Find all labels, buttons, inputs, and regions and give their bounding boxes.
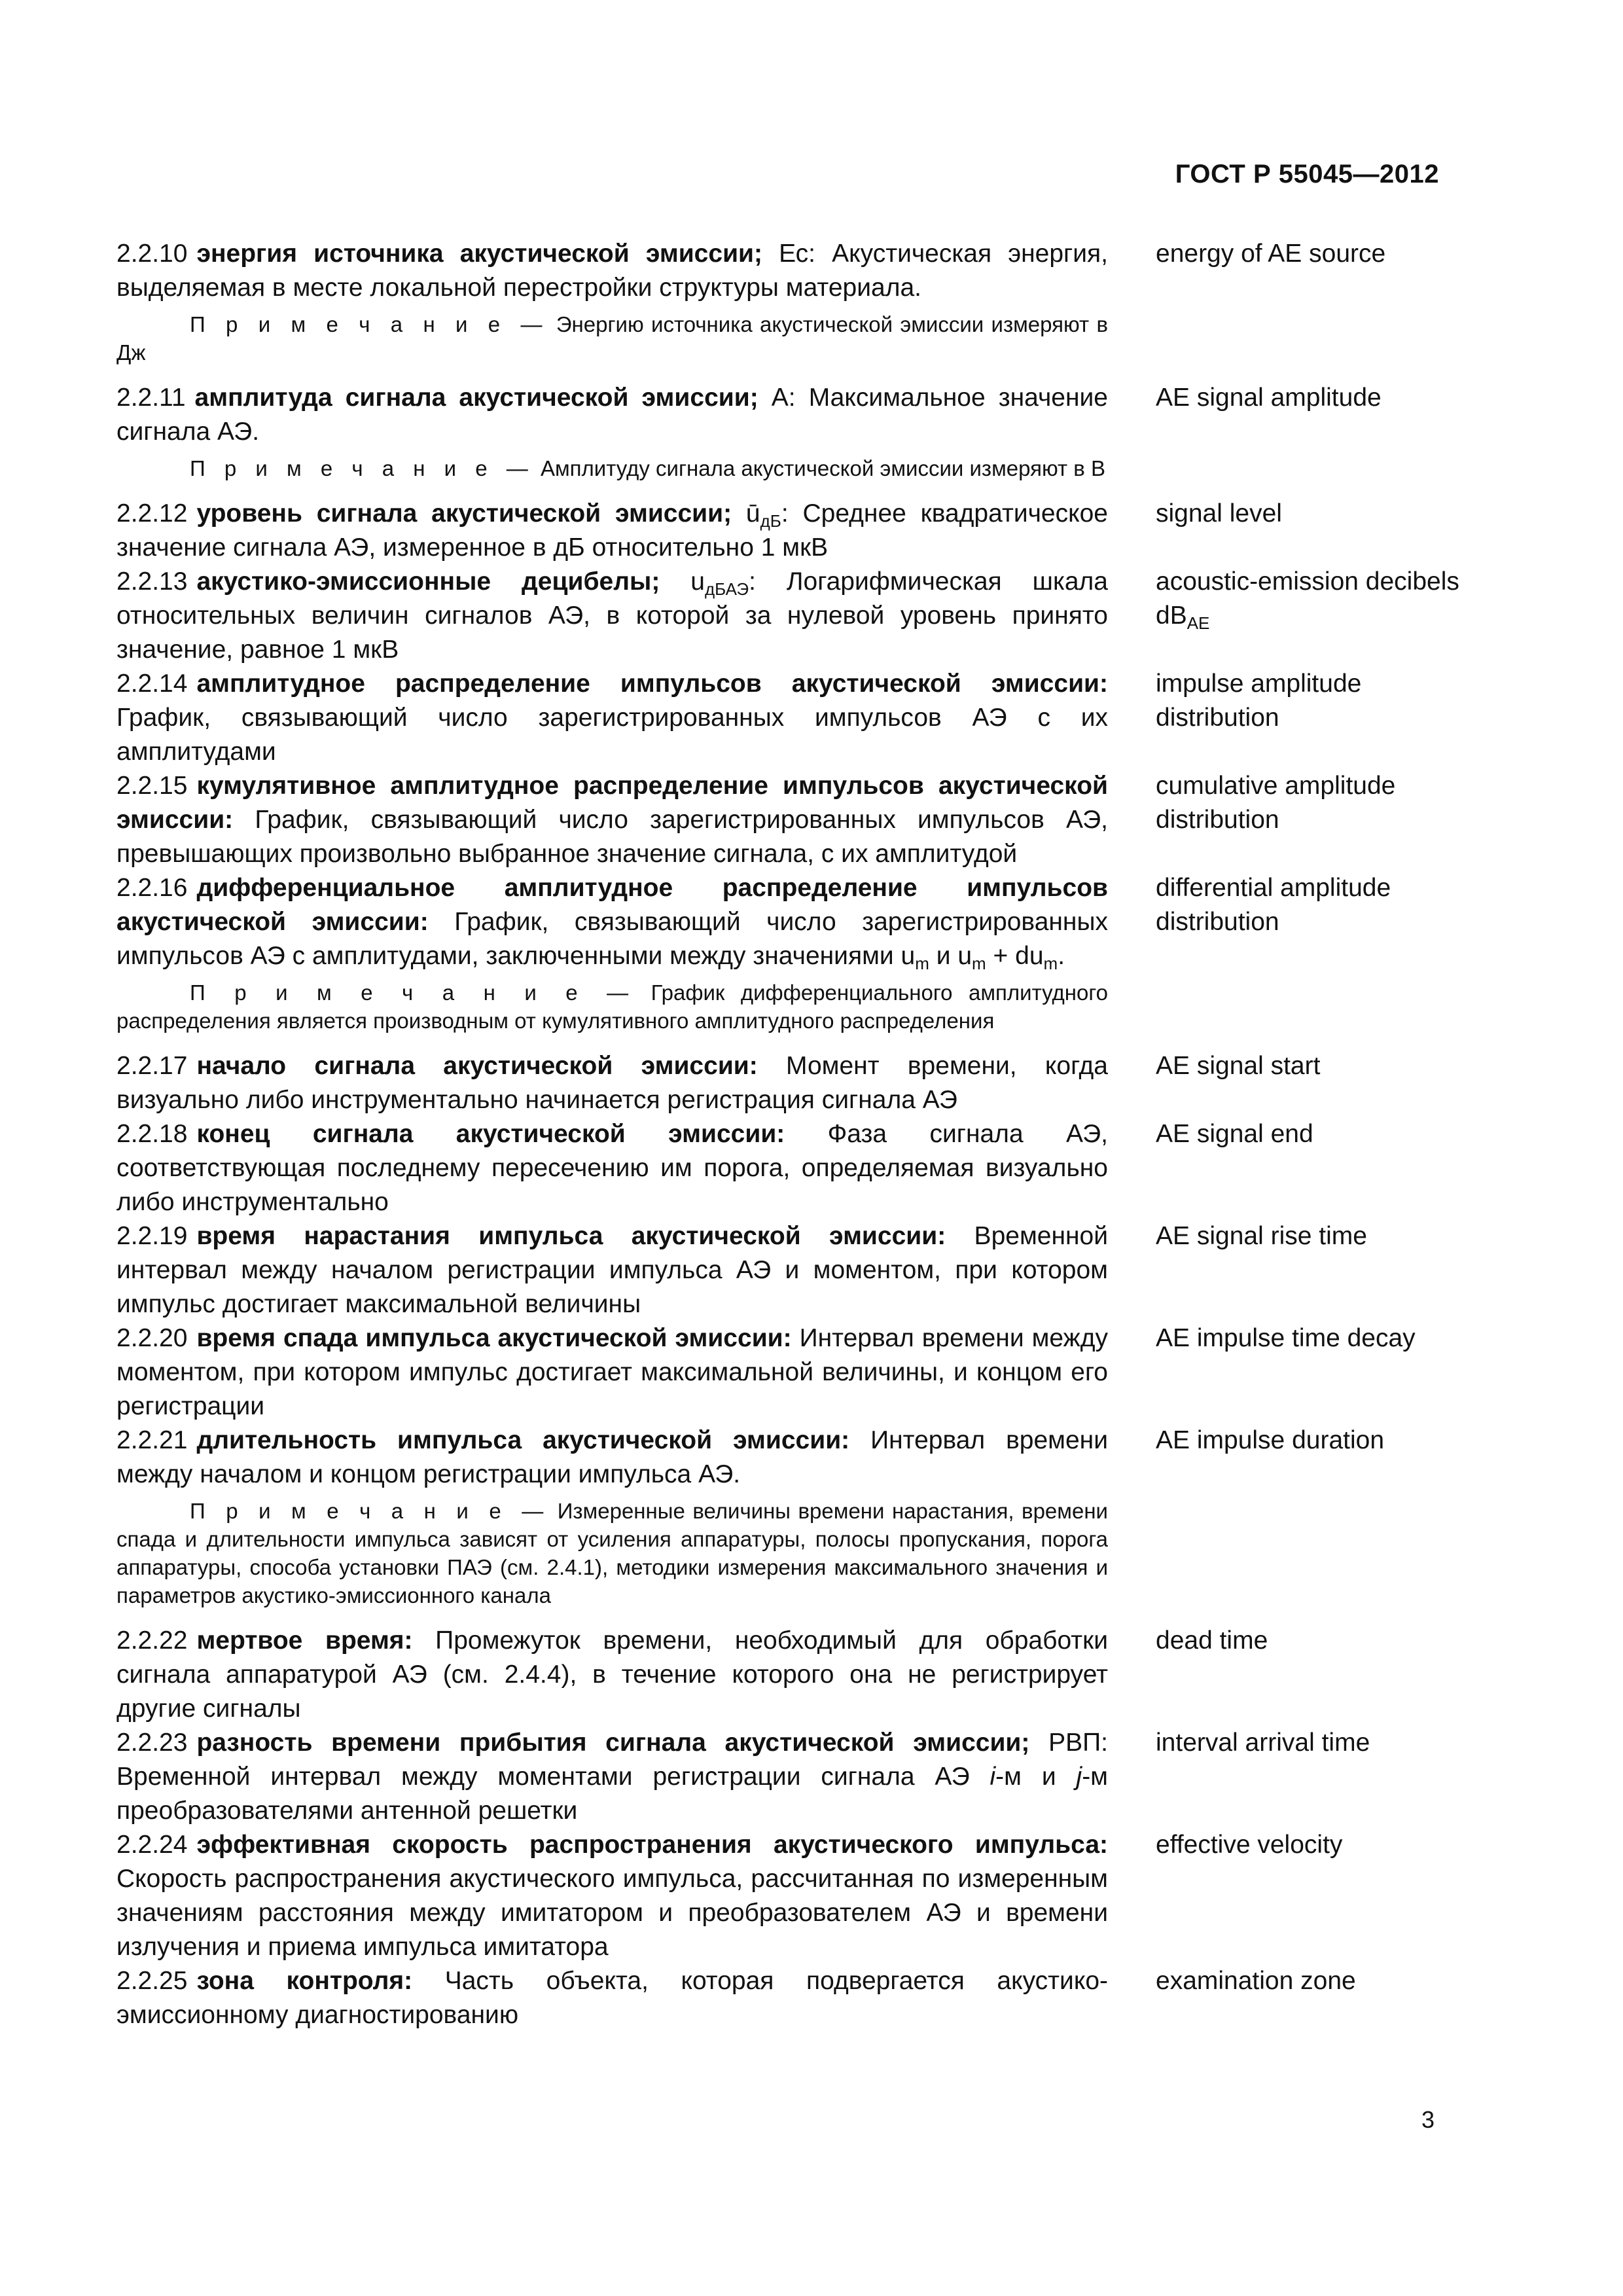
term-row-2-2-16 — [116, 871, 1442, 973]
term-text: -м преобразователями антенной решетки — [116, 1763, 1108, 1825]
note — [116, 1497, 1108, 1609]
term-english — [1156, 565, 1489, 667]
term-name: дифференциальное амплитудное распределение импульсов акустической эмиссии: — [116, 874, 1108, 936]
term-name: кумулятивное амплитудное распределение импульсов акустической эмиссии: — [116, 772, 1108, 834]
term-row-2-2-14 — [116, 667, 1442, 769]
term-text: Момент времени, когда визуально либо инструментально начинается регистрация сигнала АЭ — [116, 1052, 1108, 1114]
term-name: зона контроля: — [196, 1967, 413, 1995]
term-text: Ес: Акустическая энергия, выделяемая в месте локальной перестройки структуры материала. — [116, 240, 1108, 302]
term-text: Интервал времени между началом и концом регистрации импульса АЭ. — [116, 1426, 1109, 1488]
note — [116, 454, 1108, 482]
term-row-2-2-21 — [116, 1424, 1442, 1492]
term-row-2-2-23 — [116, 1726, 1442, 1828]
term-number: 2.2.16 — [116, 874, 188, 902]
standard-header: ГОСТ Р 55045—2012 — [1175, 160, 1439, 188]
term-english: impulse amplitude distribution — [1156, 670, 1362, 732]
term-definition — [116, 1964, 1108, 2032]
term-text: Временной интервал между началом регистрации импульса АЭ и моментом, при котором импульс достигает максимальной величины — [116, 1222, 1108, 1318]
subscript: m — [1043, 954, 1058, 973]
terms-list — [116, 237, 1459, 2032]
term-number: 2.2.13 — [116, 567, 188, 596]
note-label: П р и м е ч а н и е — — [190, 456, 535, 480]
page-number: 3 — [1421, 2106, 1435, 2133]
term-row-2-2-10 — [116, 237, 1442, 305]
term-definition — [116, 237, 1108, 305]
term-number: 2.2.17 — [116, 1052, 188, 1080]
term-definition — [116, 565, 1108, 667]
term-symbol-subscript: дБ — [760, 511, 781, 531]
term-name: длительность импульса акустической эмиссии: — [196, 1426, 850, 1454]
term-definition — [116, 667, 1108, 769]
term-row-2-2-17 — [116, 1049, 1442, 1117]
term-english: AE signal start — [1156, 1052, 1321, 1080]
term-number: 2.2.15 — [116, 772, 188, 800]
term-symbol-subscript: дБАЭ — [705, 579, 749, 599]
term-number: 2.2.14 — [116, 670, 188, 698]
term-row-2-2-22 — [116, 1624, 1442, 1726]
term-definition — [116, 1624, 1108, 1726]
term-english: cumulative amplitude distribution — [1156, 772, 1396, 834]
term-row-2-2-12 — [116, 497, 1442, 565]
term-english: dead time — [1156, 1626, 1268, 1655]
term-number: 2.2.24 — [116, 1831, 188, 1859]
term-name: эффективная скорость распространения акустического импульса: — [196, 1831, 1108, 1859]
note-label: П р и м е ч а н и е — — [190, 312, 549, 336]
term-text: Скорость распространения акустического импульса, рассчитанная по измеренным значениям расстояния между имитатором и преобразователем АЭ и времени излучения и приема импульса имитатора — [116, 1865, 1108, 1961]
term-english: AE impulse time decay — [1156, 1324, 1416, 1352]
term-english-text: acoustic-emission decibels dB — [1156, 567, 1459, 630]
term-text: : Среднее квадратическое значение сигнала АЭ, измеренное в дБ относительно 1 мкВ — [116, 499, 1108, 562]
term-text: График, связывающий число зарегистрированных импульсов АЭ с их амплитудами — [116, 704, 1108, 766]
term-text: РВП: Временной интервал между моментами регистрации сигнала АЭ — [116, 1729, 1108, 1791]
note-text: Измеренные величины времени нарастания, времени спада и длительности импульса зависят от усиления аппаратуры, полосы пропускания, порога аппаратуры, способа установки ПАЭ (см. 2.4.1), методики измерения максимального значения и параметров акустико-эмиссионного канала — [116, 1499, 1108, 1607]
subscript: m — [915, 954, 929, 973]
term-text: Часть объекта, которая подвергается акустико-эмиссионному диагностированию — [116, 1967, 1108, 2029]
term-text: . — [1058, 942, 1065, 970]
term-name: время нарастания импульса акустической эмиссии: — [196, 1222, 946, 1250]
term-number: 2.2.11 — [116, 384, 186, 412]
term-definition — [116, 1049, 1108, 1117]
term-definition — [116, 1321, 1108, 1424]
term-number: 2.2.10 — [116, 240, 188, 268]
term-row-2-2-20 — [116, 1321, 1442, 1424]
term-text: График, связывающий число зарегистрированных импульсов АЭ, превышающих произвольно выбранное значение сигнала, с их амплитудой — [116, 806, 1108, 868]
term-name: энергия источника акустической эмиссии; — [196, 240, 762, 268]
term-name: время спада импульса акустической эмиссии: — [196, 1324, 792, 1352]
term-row-2-2-18 — [116, 1117, 1442, 1219]
term-english: signal level — [1156, 499, 1282, 528]
note — [116, 978, 1108, 1035]
term-number: 2.2.21 — [116, 1426, 188, 1454]
term-symbol: ū — [745, 499, 760, 528]
term-text: График, связывающий число зарегистрированных импульсов АЭ с амплитудами, заключенными между значениями u — [116, 908, 1108, 970]
term-text: и u — [929, 942, 972, 970]
term-english: differential amplitude distribution — [1156, 874, 1391, 936]
term-name: уровень сигнала акустической эмиссии; — [196, 499, 732, 528]
term-number: 2.2.25 — [116, 1967, 188, 1995]
term-text: + du — [986, 942, 1044, 970]
term-row-2-2-11 — [116, 381, 1442, 449]
note-label: П р и м е ч а н и е — — [190, 980, 635, 1005]
term-italic: j — [1076, 1763, 1082, 1791]
term-text: Интервал времени между моментом, при котором импульс достигает максимальной величины, и концом его регистрации — [116, 1324, 1108, 1420]
term-number: 2.2.20 — [116, 1324, 188, 1352]
note-label: П р и м е ч а н и е — — [190, 1499, 550, 1523]
term-number: 2.2.23 — [116, 1729, 188, 1757]
term-name: начало сигнала акустической эмиссии: — [196, 1052, 758, 1080]
term-name: мертвое время: — [196, 1626, 413, 1655]
term-row-2-2-13 — [116, 565, 1459, 667]
note-text: Энергию источника акустической эмиссии измеряют в Дж — [116, 312, 1109, 365]
term-name: конец сигнала акустической эмиссии: — [196, 1120, 785, 1148]
term-definition — [116, 1726, 1108, 1828]
term-definition — [116, 1117, 1108, 1219]
term-definition — [116, 497, 1108, 565]
term-name: разность времени прибытия сигнала акустической эмиссии; — [196, 1729, 1030, 1757]
term-row-2-2-25 — [116, 1964, 1442, 2032]
term-row-2-2-19 — [116, 1219, 1442, 1321]
note — [116, 310, 1108, 367]
term-text: Промежуток времени, необходимый для обработки сигнала аппаратурой АЭ (см. 2.4.4), в течение которого она не регистрирует другие сигналы — [116, 1626, 1109, 1723]
note-text: График дифференциального амплитудного распределения является производным от кумулятивного амплитудного распределения — [116, 980, 1108, 1033]
term-definition — [116, 1828, 1108, 1964]
term-name: акустико-эмиссионные децибелы; — [196, 567, 660, 596]
term-english: interval arrival time — [1156, 1729, 1370, 1757]
term-row-2-2-24 — [116, 1828, 1442, 1964]
term-text: : Логарифмическая шкала относительных величин сигналов АЭ, в которой за нулевой уровень принято значение, равное 1 мкВ — [116, 567, 1108, 664]
term-english: effective velocity — [1156, 1831, 1343, 1859]
term-name: амплитудное распределение импульсов акустической эмиссии: — [196, 670, 1108, 698]
term-definition — [116, 381, 1108, 449]
term-italic: i — [990, 1763, 996, 1791]
term-row-2-2-15 — [116, 769, 1442, 871]
term-english: AE signal rise time — [1156, 1222, 1367, 1250]
term-english: AE signal end — [1156, 1120, 1313, 1148]
term-text: А: Максимальное значение сигнала АЭ. — [116, 384, 1108, 446]
term-text: -м и — [995, 1763, 1077, 1791]
note-text: Амплитуду сигнала акустической эмиссии измеряют в В — [534, 456, 1105, 480]
term-name: амплитуда сигнала акустической эмиссии; — [194, 384, 758, 412]
term-number: 2.2.19 — [116, 1222, 188, 1250]
term-number: 2.2.18 — [116, 1120, 188, 1148]
term-english: examination zone — [1156, 1967, 1356, 1995]
term-symbol: u — [690, 567, 705, 596]
term-english: energy of AE source — [1156, 240, 1386, 268]
subscript: m — [972, 954, 986, 973]
term-text: Фаза сигнала АЭ, соответствующая последнему пересечению им порога, определяемая визуально либо инструментально — [116, 1120, 1108, 1216]
term-number: 2.2.12 — [116, 499, 188, 528]
term-english: AE signal amplitude — [1156, 384, 1382, 412]
term-definition — [116, 1424, 1108, 1492]
term-definition — [116, 769, 1108, 871]
term-definition — [116, 871, 1108, 973]
term-english-subscript: AE — [1186, 613, 1210, 633]
term-definition — [116, 1219, 1108, 1321]
term-english: AE impulse duration — [1156, 1426, 1385, 1454]
term-number: 2.2.22 — [116, 1626, 188, 1655]
